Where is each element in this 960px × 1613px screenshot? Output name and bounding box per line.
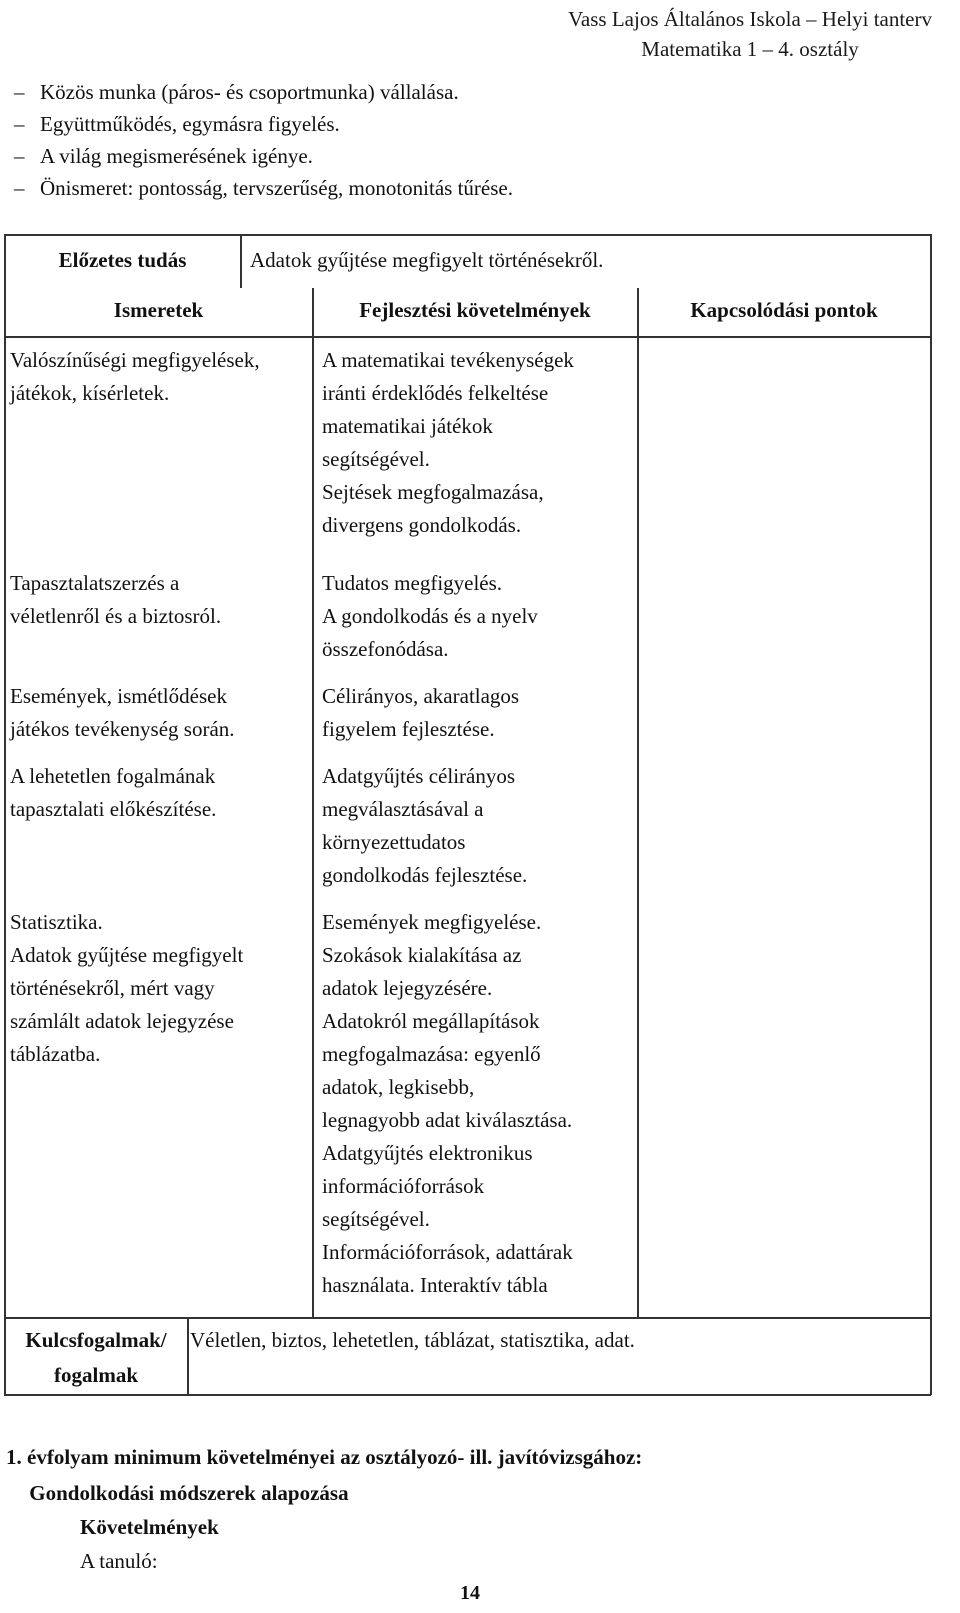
table-border <box>187 1317 189 1395</box>
table-border <box>4 1394 931 1396</box>
keywords-label: Kulcsfogalmak/ fogalmak <box>25 1328 167 1387</box>
intro-list <box>14 76 513 204</box>
column-header-requirements: Fejlesztési követelmények <box>359 298 591 322</box>
prior-knowledge-value: Adatok gyűjtése megfigyelt történésekről. <box>250 248 604 272</box>
knowledge-cell: Tapasztalatszerzés a véletlenről és a biztosról. <box>10 571 222 628</box>
dash-marker: – <box>14 144 25 168</box>
prior-knowledge-label: Előzetes tudás <box>58 248 187 272</box>
knowledge-cell: Események, ismétlődések játékos tevékenység során. <box>10 684 235 741</box>
requirements-cell: A matematikai tevékenységek iránti érdeklődés felkeltése matematikai játékok segítségével. Sejtések megfogalmazása, divergens gondolkodás. <box>322 348 574 537</box>
dash-marker: – <box>14 112 25 136</box>
knowledge-cell: Statisztika. Adatok gyűjtése megfigyelt történésekről, mért vagy számlált adatok lejegyzése táblázatba. <box>10 910 244 1066</box>
requirements-cell: Adatgyűjtés célirányos megválasztásával a környezettudatos gondolkodás fejlesztése. <box>322 764 528 887</box>
keywords-value: Véletlen, biztos, lehetetlen, táblázat, statisztika, adat. <box>190 1328 635 1352</box>
table-border <box>4 234 6 1395</box>
student-label: A tanuló: <box>80 1549 158 1573</box>
requirements-cell: Célirányos, akaratlagos figyelem fejlesztése. <box>322 684 520 741</box>
page-number: 14 <box>460 1582 480 1604</box>
column-header-connections: Kapcsolódási pontok <box>690 298 878 322</box>
column-header-knowledge: Ismeretek <box>113 298 204 322</box>
table-border <box>240 234 242 288</box>
table-border <box>930 234 932 1395</box>
knowledge-cell: Valószínűségi megfigyelések, játékok, kísérletek. <box>10 348 260 405</box>
requirements-cell: Tudatos megfigyelés. A gondolkodás és a nyelv összefonódása. <box>322 571 538 661</box>
list-item: – Együttműködés, egymásra figyelés. <box>14 108 513 140</box>
dash-marker: – <box>14 176 25 200</box>
table-border <box>312 288 314 1318</box>
table-border <box>4 234 931 236</box>
table-border <box>4 1317 931 1319</box>
subsection-heading: Gondolkodási módszerek alapozása <box>29 1481 349 1505</box>
dash-marker: – <box>14 80 25 104</box>
minimum-requirements-heading: 1. évfolyam minimum követelményei az osztályozó- ill. javítóvizsgához: <box>6 1445 643 1469</box>
list-item: – Közös munka (páros- és csoportmunka) vállalása. <box>14 76 513 108</box>
header-school: Vass Lajos Általános Iskola – Helyi tanterv <box>568 7 932 31</box>
document-header <box>568 4 932 64</box>
requirements-cell: Események megfigyelése. Szokások kialakítása az adatok lejegyzésére. Adatokról megállapítások megfogalmazása: egyenlő adatok, legkisebb, legnagyobb adat kiválasztása. Adatgyűjtés elektronikus információforrások segítségével. Információforrások, adattárak használata. Interaktív tábla <box>322 910 573 1297</box>
table-border <box>637 288 639 1318</box>
header-subject: Matematika 1 – 4. osztály <box>641 37 859 61</box>
knowledge-cell: A lehetetlen fogalmának tapasztalati előkészítése. <box>10 764 217 821</box>
list-item: – Önismeret: pontosság, tervszerűség, monotonitás tűrése. <box>14 172 513 204</box>
requirements-label: Követelmények <box>80 1515 219 1539</box>
list-item: – A világ megismerésének igénye. <box>14 140 513 172</box>
table-border <box>4 336 931 338</box>
